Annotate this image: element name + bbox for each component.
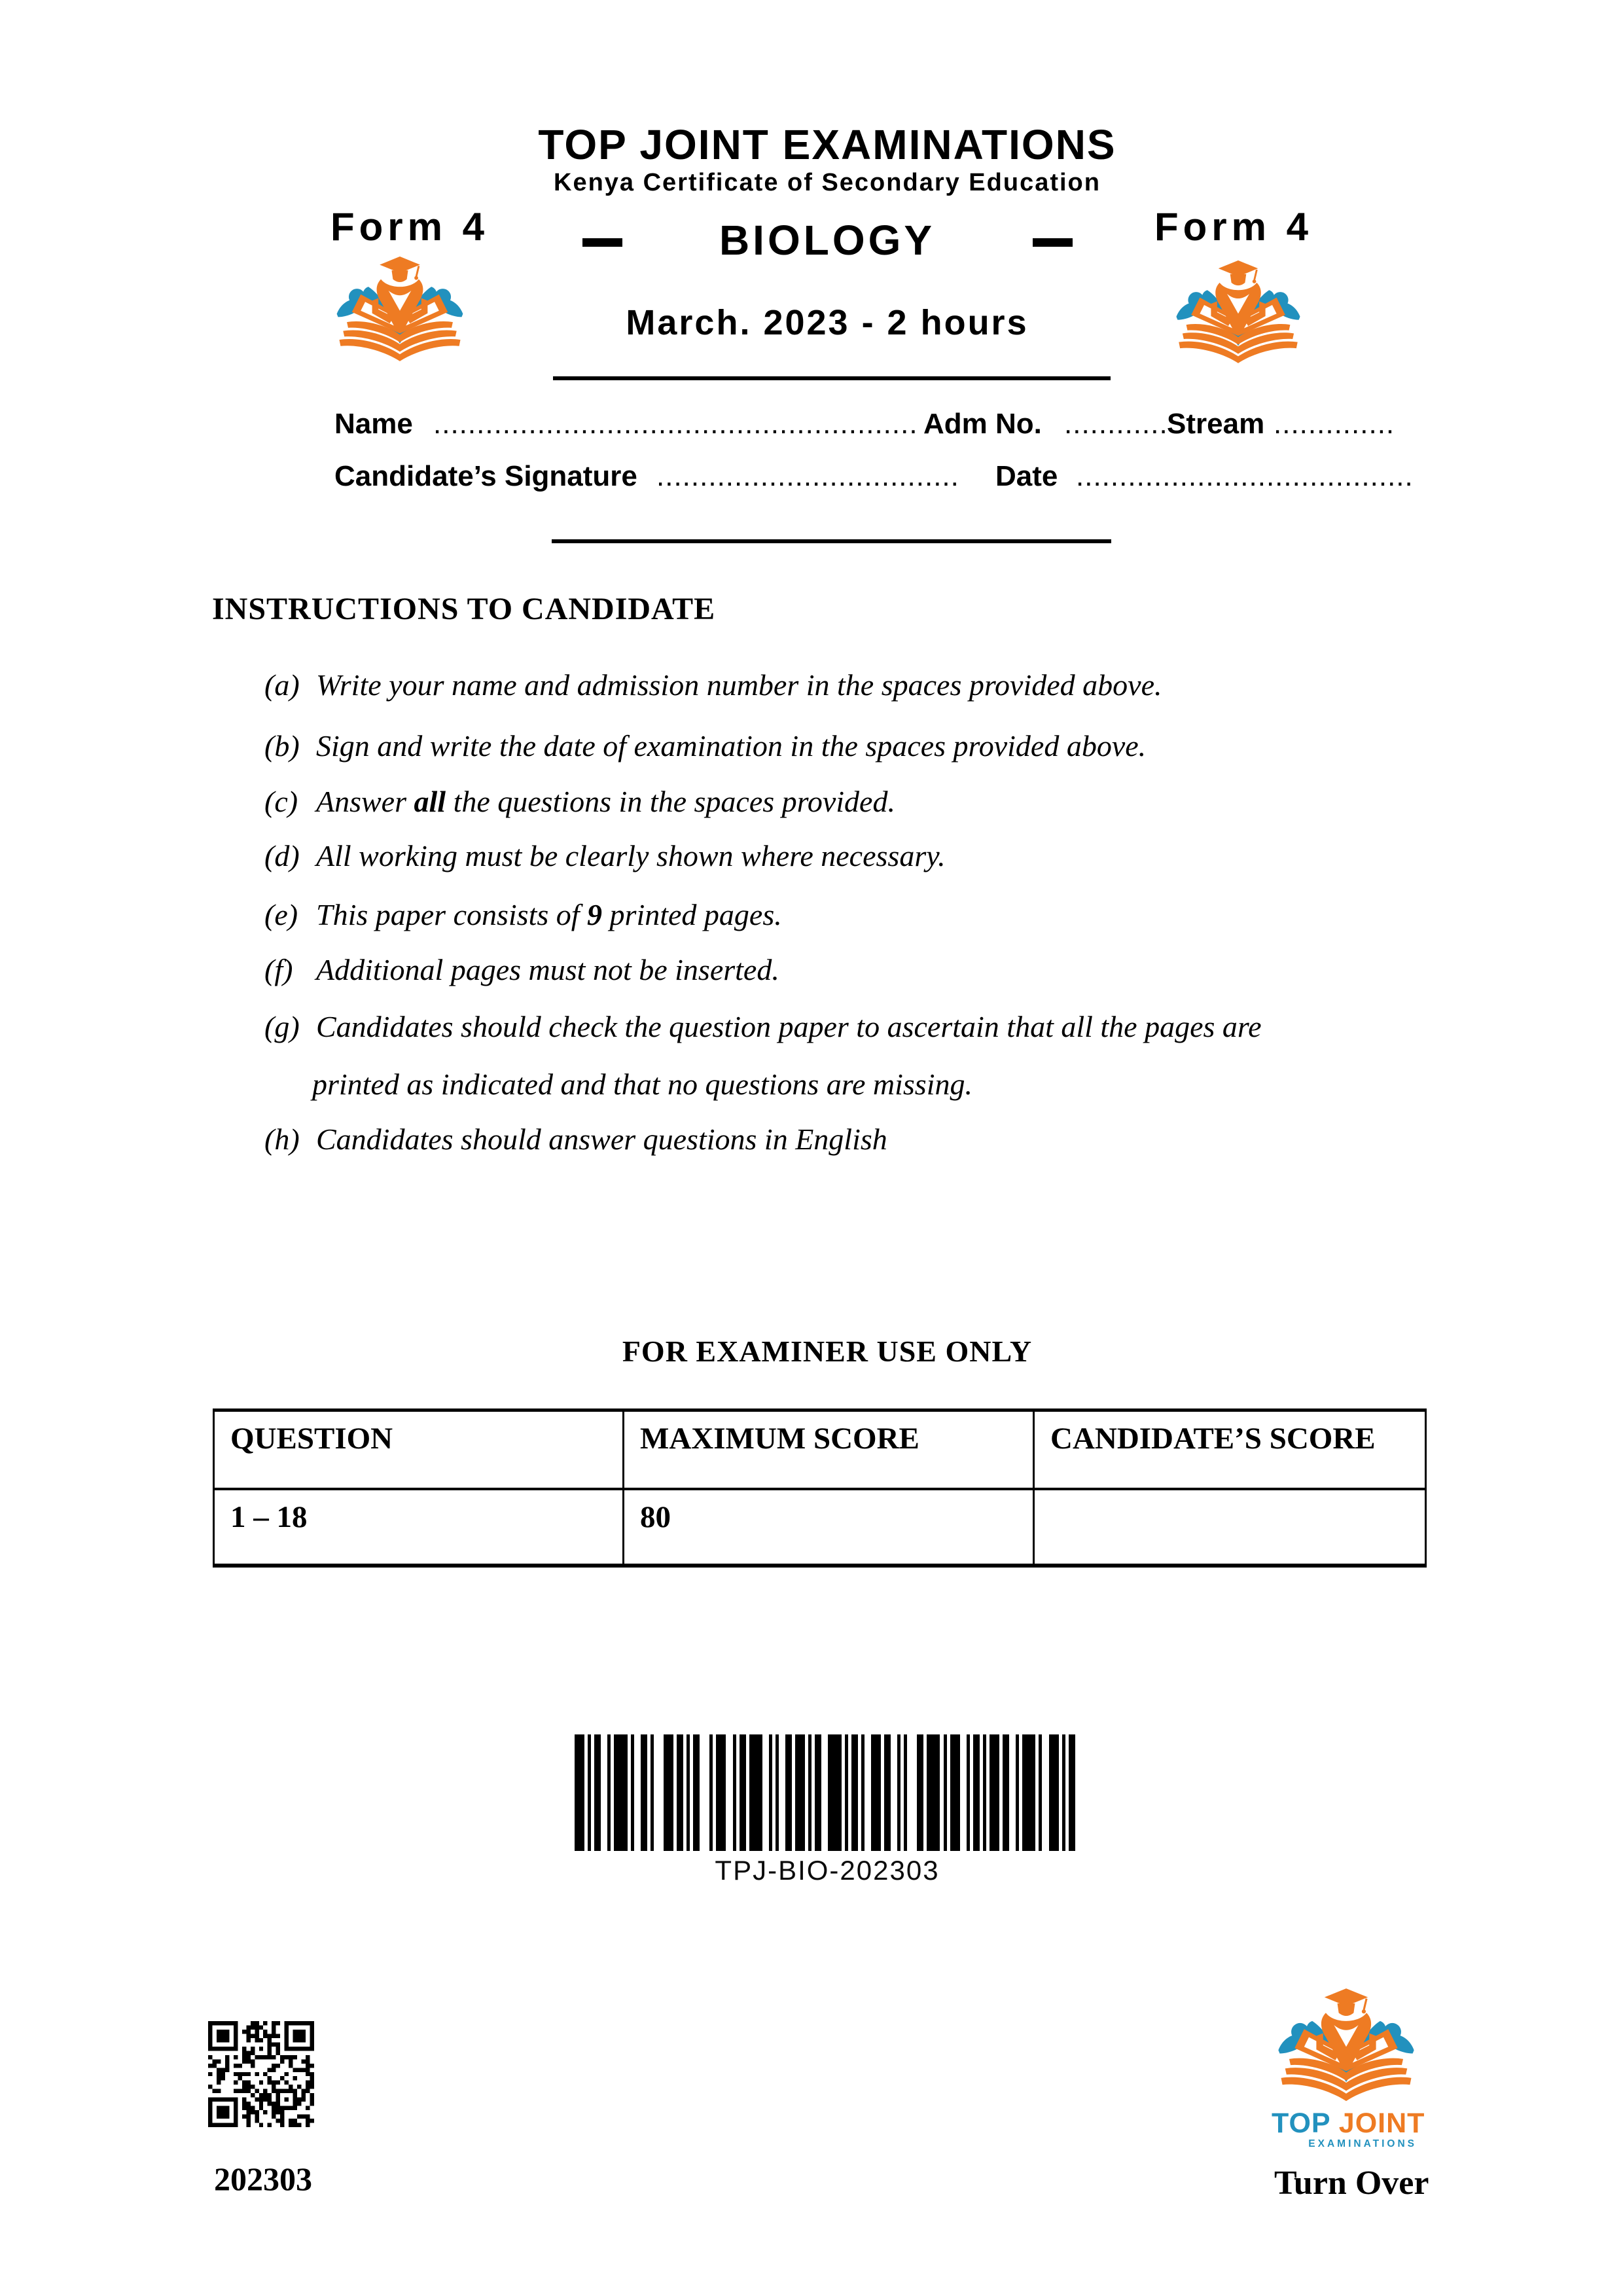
instruction-item-e: (e) This paper consists of 9 printed pages.	[264, 898, 782, 931]
signature-dotted-line: ...................................	[656, 460, 959, 492]
wordmark-sub: EXAMINATIONS	[1308, 2138, 1417, 2149]
date-label: Date	[995, 460, 1058, 492]
adm-no-dotted-line: ............	[1064, 408, 1168, 440]
barcode-bar	[641, 1734, 647, 1851]
barcode-bar	[884, 1734, 891, 1851]
barcode-bar	[917, 1734, 923, 1851]
barcode-bar	[740, 1734, 746, 1851]
col-header-question: QUESTION	[215, 1412, 624, 1488]
barcode-bar	[1049, 1734, 1059, 1851]
barcode-gap	[1009, 1734, 1016, 1851]
subject-title: BIOLOGY	[719, 217, 936, 264]
item-marker: (e)	[264, 898, 298, 931]
instruction-item-c: (c) Answer all the questions in the spaces provided.	[264, 785, 895, 818]
dash-icon	[1033, 238, 1073, 247]
barcode-gap	[700, 1734, 709, 1851]
barcode-bar	[1022, 1734, 1035, 1851]
stream-dotted-line: ..............	[1274, 408, 1395, 440]
barcode-bar	[664, 1734, 673, 1851]
signature-label: Candidate’s Signature	[334, 460, 637, 492]
barcode-bar	[749, 1734, 762, 1851]
barcode-bar	[851, 1734, 858, 1851]
barcode-gap	[654, 1734, 664, 1851]
cell-max-score: 80	[624, 1490, 1035, 1564]
instruction-item-g-line2: printed as indicated and that no questions are missing.	[312, 1067, 972, 1101]
barcode-gap	[601, 1734, 607, 1851]
stream-label: Stream	[1167, 408, 1265, 440]
barcode-bar	[594, 1734, 601, 1851]
barcode-bar	[815, 1734, 821, 1851]
barcode-icon	[575, 1734, 1079, 1851]
exam-session: March. 2023 - 2 hours	[626, 303, 1029, 342]
instruction-item-g: (g) Candidates should check the question paper to ascertain that all the pages are	[264, 1010, 1262, 1043]
adm-no-label: Adm No.	[923, 408, 1042, 440]
item-marker: (b)	[264, 729, 300, 762]
barcode-gap	[865, 1734, 871, 1851]
wordmark-top: TOP	[1272, 2107, 1330, 2139]
instruction-item-d: (d) All working must be clearly shown where necessary.	[264, 839, 946, 872]
examiner-table-title: FOR EXAMINER USE ONLY	[622, 1335, 1033, 1368]
page-subtitle: Kenya Certificate of Secondary Education	[554, 169, 1101, 196]
item-marker: (g)	[264, 1010, 300, 1043]
barcode-bar	[575, 1734, 584, 1851]
name-label: Name	[334, 408, 413, 440]
barcode-bar	[614, 1734, 627, 1851]
name-dotted-line: ........................................................	[433, 408, 918, 440]
barcode-gap	[821, 1734, 828, 1851]
col-header-max-score: MAXIMUM SCORE	[624, 1412, 1035, 1488]
logo-wordmark	[1272, 2107, 1425, 2149]
barcode-gap	[762, 1734, 769, 1851]
barcode-bar	[950, 1734, 960, 1851]
barcode-bar	[1003, 1734, 1009, 1851]
turn-over-label: Turn Over	[1274, 2164, 1429, 2202]
wordmark-joint: JOINT	[1338, 2107, 1425, 2139]
item-marker: (a)	[264, 668, 300, 702]
barcode-gap	[891, 1734, 897, 1851]
barcode-bar	[693, 1734, 700, 1851]
barcode-gap	[960, 1734, 967, 1851]
form-label-left: Form 4	[330, 205, 490, 249]
table-header-row	[215, 1412, 1425, 1490]
barcode-bar	[927, 1734, 940, 1851]
date-dotted-line: .......................................	[1076, 460, 1414, 492]
barcode-bar	[785, 1734, 792, 1851]
instruction-item-b: (b) Sign and write the date of examination in the spaces provided above.	[264, 729, 1147, 762]
barcode-bar	[871, 1734, 881, 1851]
barcode-gap	[907, 1734, 917, 1851]
barcode-bar	[716, 1734, 726, 1851]
barcode-gap	[726, 1734, 732, 1851]
footer-logo	[1272, 1987, 1425, 2149]
form-label-right: Form 4	[1154, 205, 1313, 249]
top-joint-logo-icon	[1272, 1987, 1421, 2109]
barcode-gap	[1042, 1734, 1048, 1851]
divider-rule-bottom	[552, 539, 1111, 543]
table-data-row	[215, 1490, 1425, 1564]
col-header-candidate-score: CANDIDATE’S SCORE	[1050, 1422, 1376, 1456]
barcode-gap	[779, 1734, 785, 1851]
page-title: TOP JOINT EXAMINATIONS	[538, 121, 1116, 168]
instruction-item-f: (f) Additional pages must not be inserted.	[264, 953, 779, 986]
barcode-gap	[1075, 1734, 1079, 1851]
instructions-title: INSTRUCTIONS TO CANDIDATE	[212, 592, 716, 626]
barcode-bar	[828, 1734, 841, 1851]
barcode-bar	[677, 1734, 683, 1851]
item-marker: (d)	[264, 839, 300, 872]
barcode-gap	[634, 1734, 641, 1851]
item-marker: (f)	[264, 953, 293, 986]
serial-number: 202303	[214, 2161, 312, 2197]
barcode-bar	[795, 1734, 805, 1851]
qr-code-icon	[208, 2021, 314, 2127]
cell-candidate-score	[1035, 1490, 1425, 1564]
barcode-bar	[990, 1734, 999, 1851]
instruction-item-a: (a) Write your name and admission number in the spaces provided above.	[264, 668, 1162, 702]
item-marker: (h)	[264, 1122, 300, 1156]
cell-question-range: 1 – 18	[215, 1490, 624, 1564]
barcode-label: TPJ-BIO-202303	[715, 1855, 940, 1886]
examiner-score-table	[213, 1408, 1427, 1568]
divider-rule-top	[553, 376, 1111, 380]
item-marker: (c)	[264, 785, 298, 818]
instruction-item-h: (h) Candidates should answer questions in English	[264, 1122, 887, 1156]
barcode-bar	[1069, 1734, 1075, 1851]
barcode-bar	[973, 1734, 980, 1851]
